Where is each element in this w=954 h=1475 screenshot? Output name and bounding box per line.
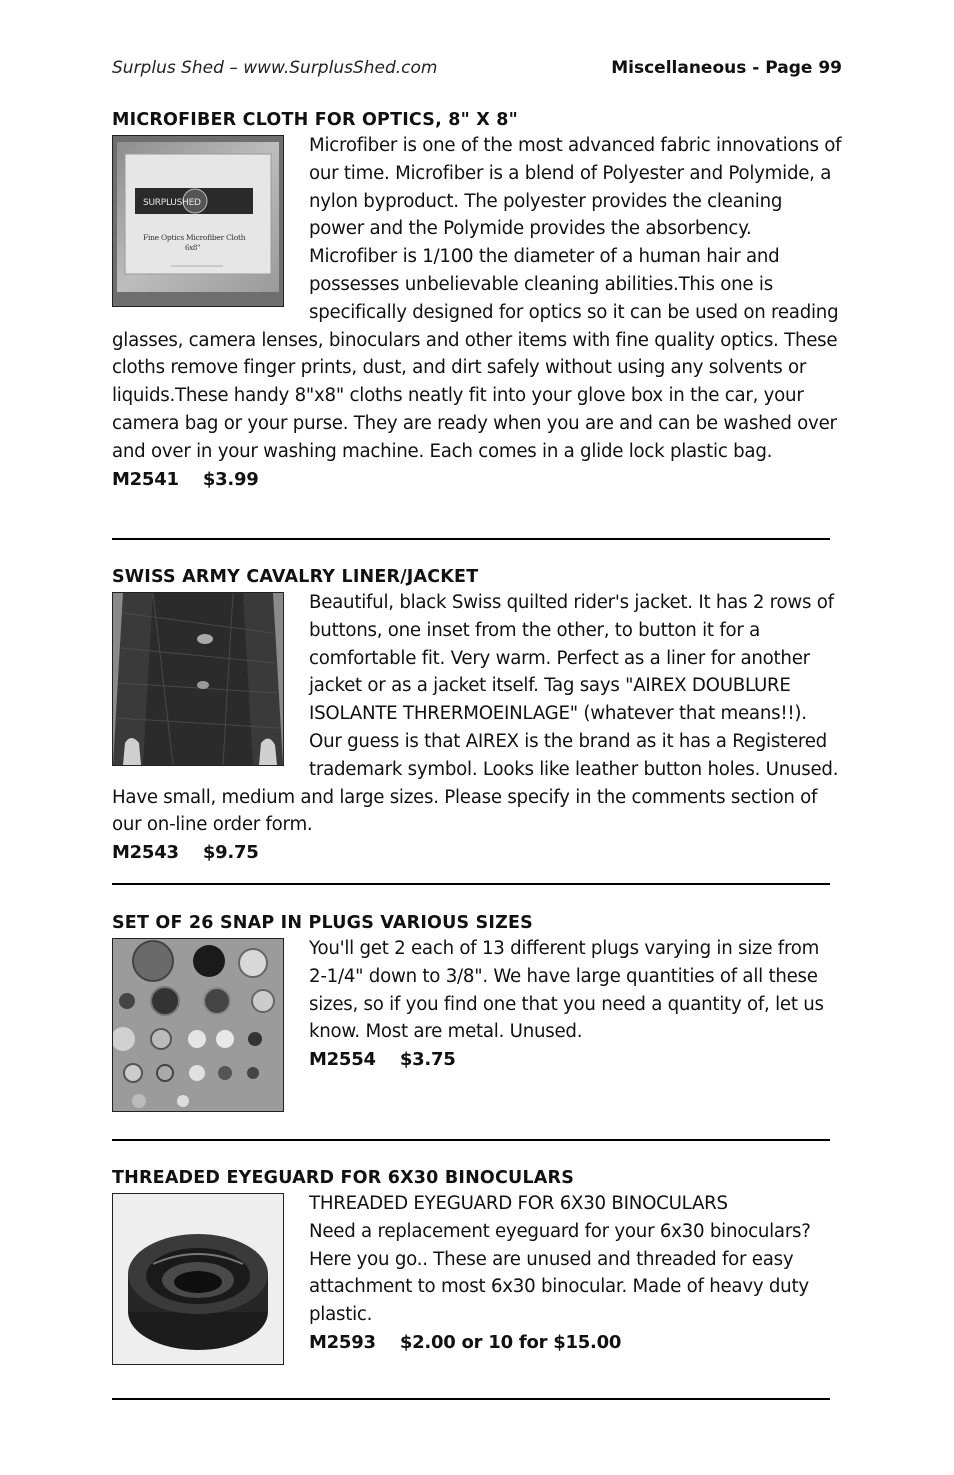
product-sku: M2593 (309, 1331, 376, 1353)
section-divider (112, 1398, 830, 1400)
product-title: MICROFIBER CLOTH FOR OPTICS, 8" X 8" (112, 110, 518, 130)
section-divider (112, 538, 830, 540)
product-description: Beautiful, black Swiss quilted rider's jacket. It has 2 rows of buttons, one inset from the other, to button it for a comfortable fit. Very warm. Perfect as a liner for another jacket or as a jacket itself. Tag says "AIREX DOUBLURE ISOLANTE THRERMOEINLAGE" (whatever that means!!). Our guess is that AIREX is the brand as it has a Registered trademark symbol. Looks like leather button holes. Unused. Have small, medium and large sizes. Please specify in the comments section of our on-line order form. (112, 592, 839, 836)
product-price: $3.75 (399, 1049, 456, 1071)
product-description: You'll get 2 each of 13 different plugs varying in size from 2-1/4" down to 3/8". We have large quantities of all these sizes, so if you find one that you need a quantity of, let us know. Most are metal. Unused. (309, 938, 824, 1043)
product-sku: M2541 (112, 468, 179, 490)
product-price: $9.75 (202, 842, 259, 864)
product-swiss-jacket (112, 565, 842, 867)
product-title: SET OF 26 SNAP IN PLUGS VARIOUS SIZES (112, 913, 533, 933)
photo-size-text: 6x8" (185, 244, 201, 252)
product-body (112, 132, 842, 493)
product-sku: M2543 (112, 842, 179, 864)
product-price: $2.00 or 10 for $15.00 (399, 1331, 622, 1353)
product-price: $3.99 (202, 468, 259, 490)
product-description-heading: THREADED EYEGUARD FOR 6X30 BINOCULARS (309, 1193, 728, 1214)
photo-logo-text: SURPLUSHED (143, 198, 201, 208)
header-page-number: Miscellaneous - Page 99 (611, 58, 842, 78)
product-sku-price (112, 839, 842, 867)
section-divider (112, 1139, 830, 1141)
product-photo-eyeguard (112, 1193, 284, 1365)
product-photo-microfiber-cloth (112, 135, 284, 307)
product-photo-snap-plugs (112, 938, 284, 1112)
product-body (112, 1190, 842, 1357)
product-snap-plugs (112, 911, 842, 1114)
product-title: SWISS ARMY CAVALRY LINER/JACKET (112, 567, 479, 587)
product-body (112, 935, 842, 1074)
product-description: Microfiber is one of the most advanced fabric innovations of our time. Microfiber is a blend of Polyester and Polymide, a nylon byproduct. The polyester provides the cleaning power and the Polymide provides the absorbency. Microfiber is 1/100 the diameter of a human hair and possesses unbelievable cleaning abilities.This one is specifically designed for optics so it can be used on reading glasses, camera lenses, binoculars and other items with fine quality optics. These cloths remove finger prints, dust, and dirt safely without using any solvents or liquids.These handy 8"x8" cloths neatly fit into your glove box in the car, your camera bag or your purse. They are ready when you are and can be washed over and over in your washing machine. Each comes in a glide lock plastic bag. (112, 135, 842, 462)
photo-caption-text: Fine Optics Microfiber Cloth (143, 233, 246, 242)
product-sku-price (112, 466, 842, 494)
product-title: THREADED EYEGUARD FOR 6X30 BINOCULARS (112, 1168, 575, 1188)
product-description: Need a replacement eyeguard for your 6x30 binoculars? Here you go.. These are unused and threaded for easy attachment to most 6x30 binocular. Made of heavy duty plastic. (309, 1220, 811, 1326)
product-eyeguard (112, 1166, 842, 1367)
product-photo-swiss-jacket (112, 592, 284, 766)
section-divider (112, 883, 830, 885)
header-site: Surplus Shed – www.SurplusShed.com (112, 58, 438, 78)
product-body (112, 589, 842, 867)
product-sku: M2554 (309, 1049, 376, 1071)
product-microfiber-cloth (112, 108, 842, 493)
